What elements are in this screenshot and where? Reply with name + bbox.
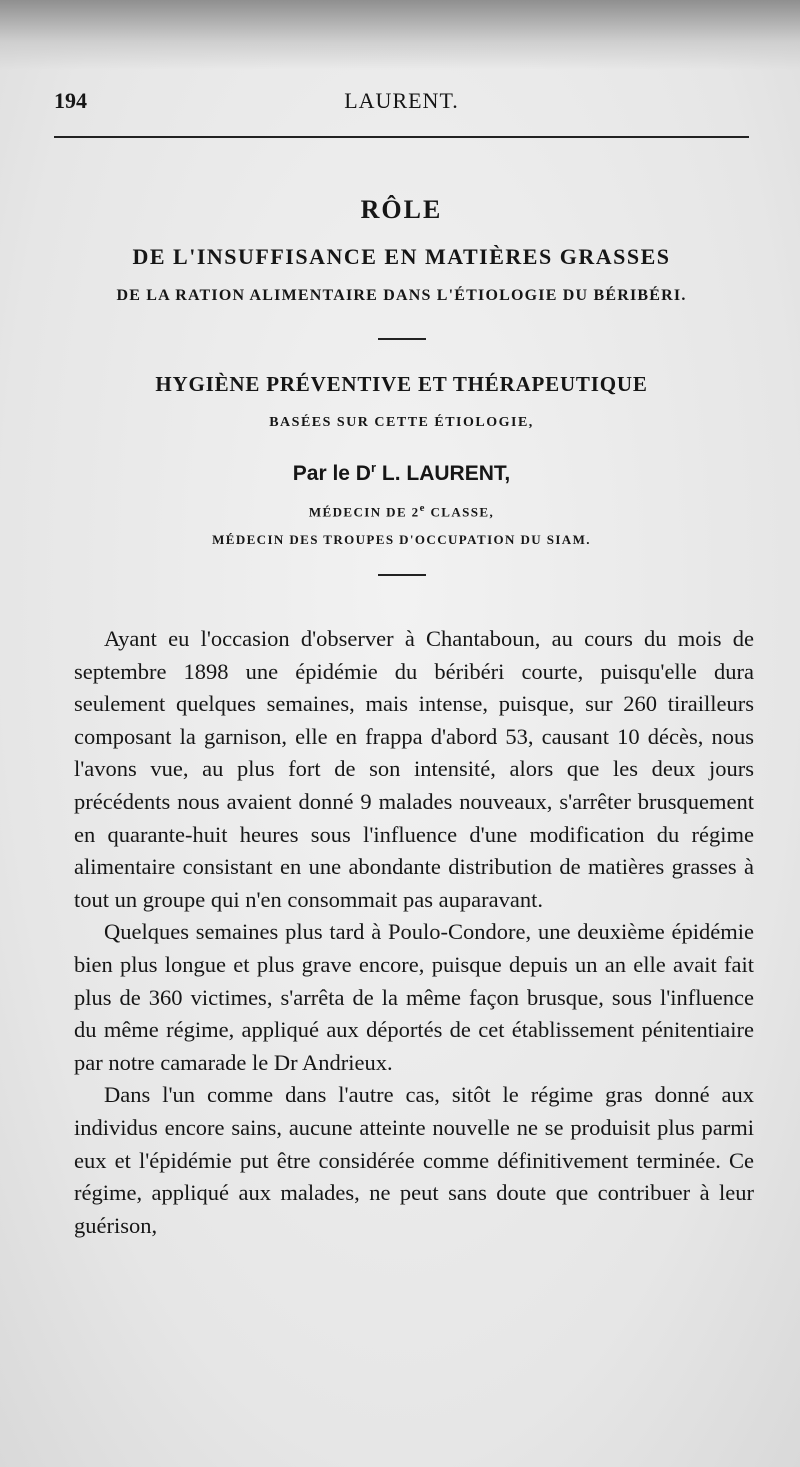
author-name: L. LAURENT, — [376, 462, 511, 485]
paragraph-1: Ayant eu l'occasion d'observer à Chantaboun, au cours du mois de septembre 1898 une épidémie du béribéri courte, puisqu'elle dura seulement quelques semaines, mais intense, puisque, sur 260 tirailleurs composant la garnison, elle en frappa d'abord 53, causant 10 décès, nous l'avons vue, au plus fort de son intensité, alors que les deux jours précédents nous avaient donné 9 malades nouveaux, s'arrêter brusquement en quarante-huit heures sous l'influence d'une modification du régime alimentaire consistant en une abondante distribution de matières grasses à tout un groupe qui n'en consommait pas auparavant. — [74, 626, 754, 912]
article-title: RÔLE — [360, 195, 443, 224]
author-line — [54, 454, 749, 488]
author-rank — [54, 498, 749, 522]
header-rule — [54, 136, 749, 138]
article-title-line-2: DE L'INSUFFISANCE EN MATIÈRES GRASSES — [132, 244, 671, 269]
paragraph-3: Dans l'un comme dans l'autre cas, sitôt le régime gras donné aux individus encore sains, aucune atteinte nouvelle ne se produisit plus parmi eux et l'épidémie put être considérée comme définitivement terminée. Ce régime, appliqué aux malades, ne peut sans doute que contribuer à leur guérison, — [74, 1082, 754, 1238]
author-rank-sup: e — [419, 502, 426, 514]
author-rank-prefix: MÉDECIN DE 2 — [308, 504, 420, 520]
article-subtitle-line-2: BASÉES SUR CETTE ÉTIOLOGIE, — [269, 415, 534, 430]
article-heading — [54, 190, 749, 576]
scan-edge-shadow — [0, 0, 800, 70]
article-body — [74, 623, 754, 1242]
page-number: 194 — [54, 88, 87, 113]
article-title-line-3: DE LA RATION ALIMENTAIRE DANS L'ÉTIOLOGIE DU BÉRIBÉRI. — [116, 287, 687, 304]
author-prefix-sup: r — [370, 460, 377, 475]
author-prefix: Par le D — [292, 462, 371, 485]
article-subtitle: HYGIÈNE PRÉVENTIVE ET THÉRAPEUTIQUE — [155, 372, 648, 396]
separator-rule — [378, 338, 426, 340]
separator-rule-2 — [378, 574, 426, 576]
page-header — [54, 88, 749, 118]
author-position: MÉDECIN DES TROUPES D'OCCUPATION DU SIAM. — [212, 532, 591, 548]
paragraph-2: Quelques semaines plus tard à Poulo-Condore, une deuxième épidémie bien plus longue et plus grave encore, puisque depuis un an elle avait fait plus de 360 victimes, s'arrêta de la même façon brusque, sous l'influence du même régime, appliqué aux déportés de cet établissement pénitentiaire par notre camarade le Dr Andrieux. — [74, 919, 754, 1075]
running-head: LAURENT. — [344, 88, 459, 113]
author-rank-suffix: CLASSE, — [425, 504, 495, 520]
